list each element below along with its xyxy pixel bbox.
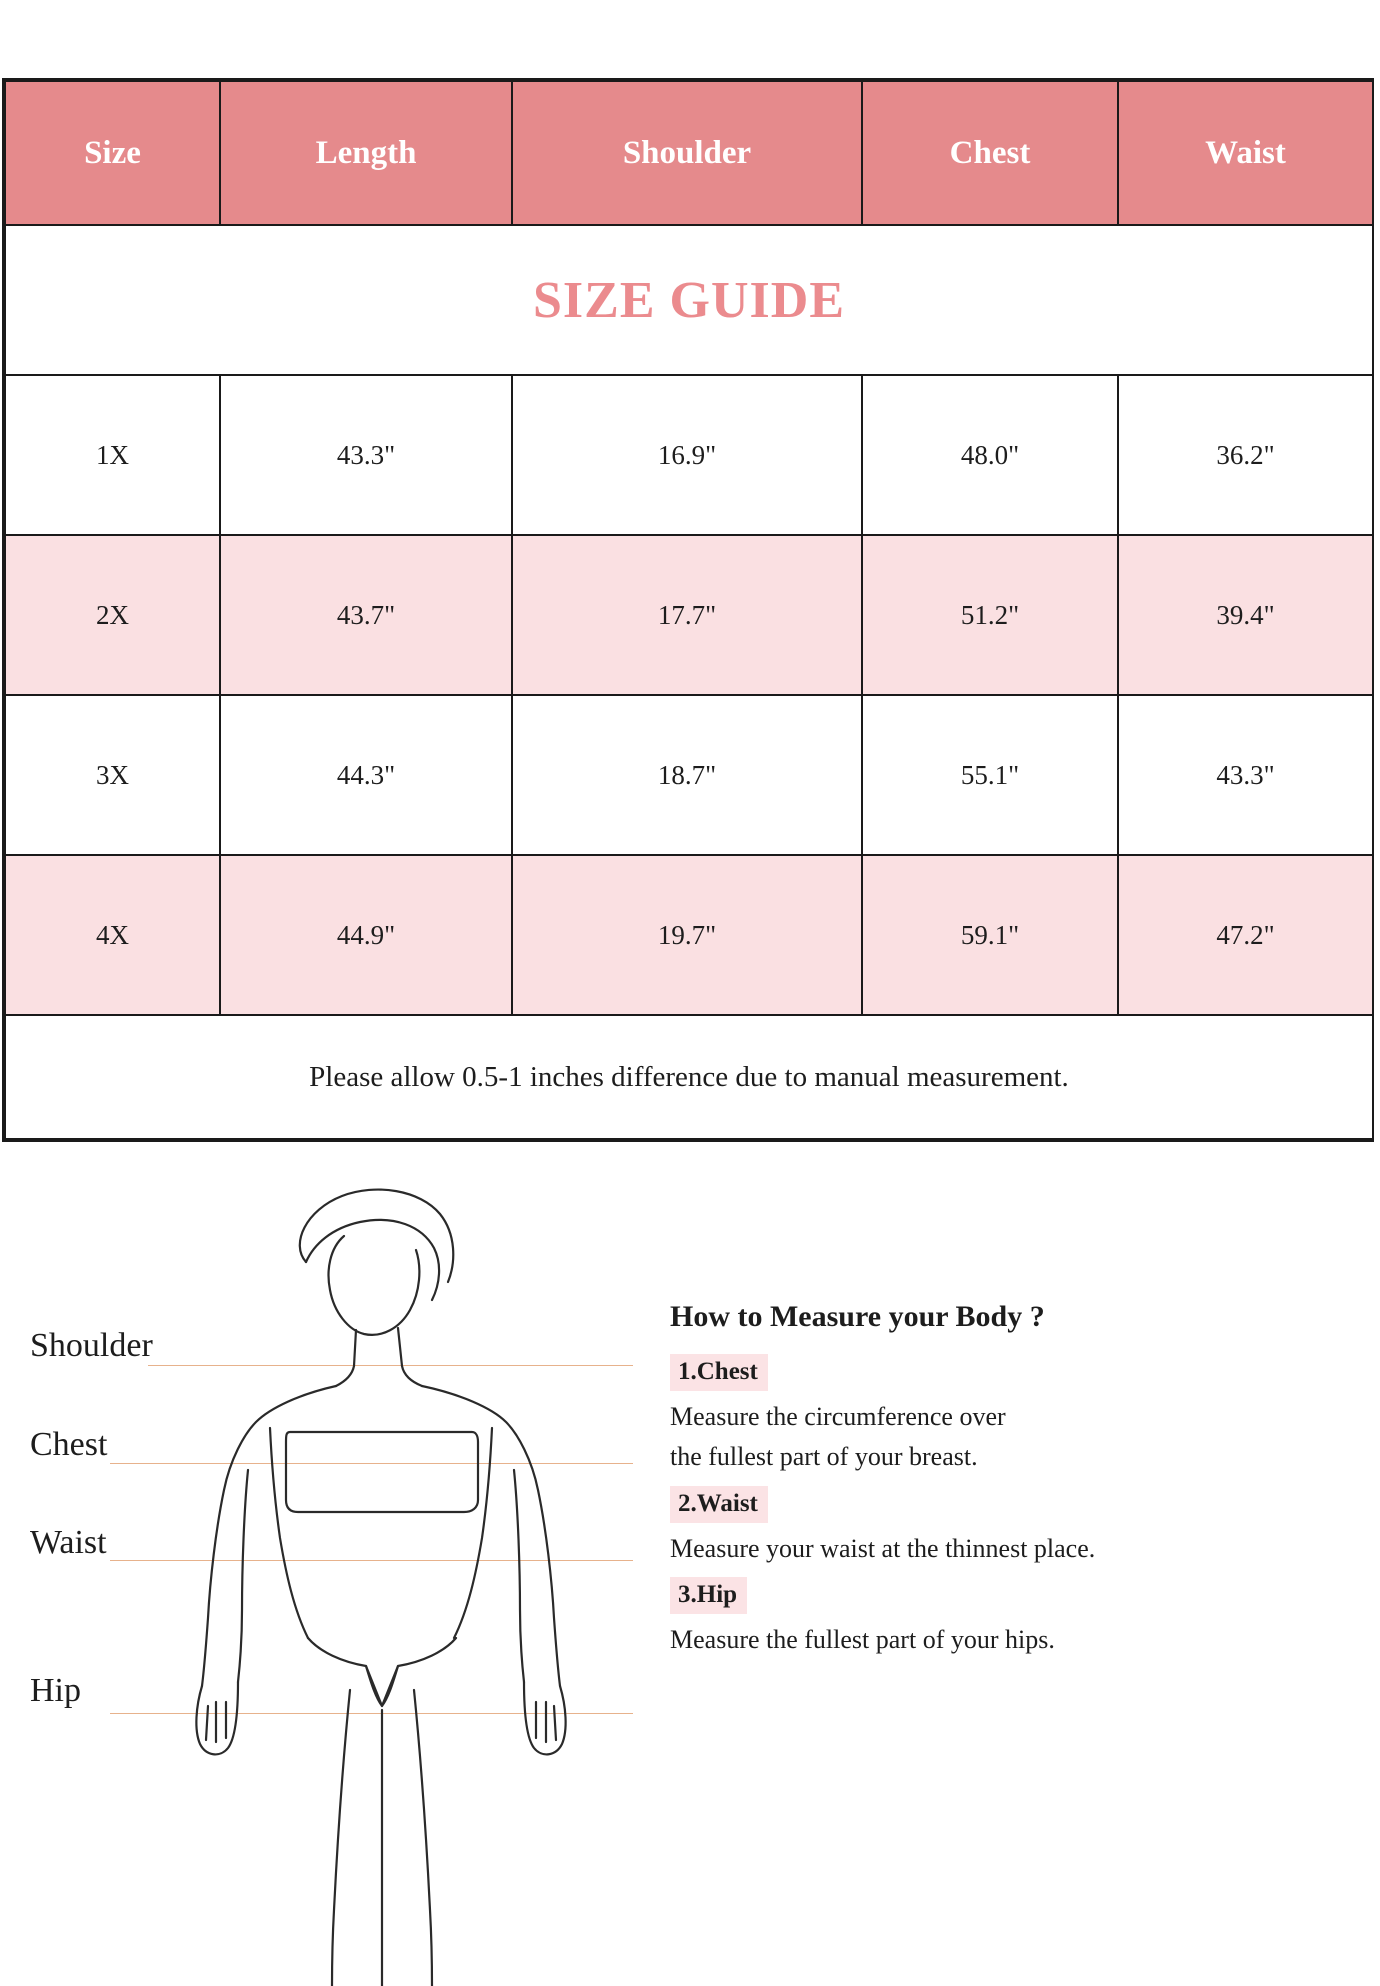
header-shoulder: Shoulder <box>512 81 862 225</box>
cell-length: 43.3" <box>220 375 512 535</box>
how-to-title: How to Measure your Body ? <box>670 1300 1045 1333</box>
table-title-row <box>5 225 1373 375</box>
cell-length: 44.9" <box>220 855 512 1015</box>
cell-size: 2X <box>5 535 220 695</box>
cell-chest: 51.2" <box>862 535 1118 695</box>
how-to-measure-panel <box>670 1300 1370 1660</box>
table-note-row <box>5 1015 1373 1139</box>
table-header-row <box>5 81 1373 225</box>
cell-waist: 43.3" <box>1118 695 1373 855</box>
size-table-container <box>2 78 1374 1142</box>
header-chest: Chest <box>862 81 1118 225</box>
cell-chest: 55.1" <box>862 695 1118 855</box>
cell-size: 3X <box>5 695 220 855</box>
size-table <box>4 80 1374 1140</box>
cell-size: 1X <box>5 375 220 535</box>
step-text-waist: Measure your waist at the thinnest place. <box>670 1533 1096 1563</box>
cell-waist: 47.2" <box>1118 855 1373 1015</box>
step-text-hip: Measure the fullest part of your hips. <box>670 1624 1055 1654</box>
step-text-chest-line1: Measure the circumference over <box>670 1402 1006 1431</box>
header-length: Length <box>220 81 512 225</box>
cell-shoulder: 18.7" <box>512 695 862 855</box>
table-row <box>5 535 1373 695</box>
header-size: Size <box>5 81 220 225</box>
measure-section <box>0 1170 1380 1986</box>
step-tag-chest: 1.Chest <box>670 1354 768 1391</box>
cell-waist: 36.2" <box>1118 375 1373 535</box>
cell-length: 44.3" <box>220 695 512 855</box>
table-row <box>5 855 1373 1015</box>
label-chest: Chest <box>30 1426 108 1463</box>
cell-waist: 39.4" <box>1118 535 1373 695</box>
label-shoulder: Shoulder <box>30 1327 153 1364</box>
table-row <box>5 375 1373 535</box>
cell-length: 43.7" <box>220 535 512 695</box>
step-tag-hip: 3.Hip <box>670 1577 747 1614</box>
label-hip: Hip <box>30 1672 81 1709</box>
body-illustration <box>120 1170 680 1986</box>
cell-chest: 48.0" <box>862 375 1118 535</box>
cell-shoulder: 17.7" <box>512 535 862 695</box>
header-waist: Waist <box>1118 81 1373 225</box>
cell-shoulder: 16.9" <box>512 375 862 535</box>
cell-chest: 59.1" <box>862 855 1118 1015</box>
table-row <box>5 695 1373 855</box>
measurement-note: Please allow 0.5-1 inches difference due to manual measurement. <box>5 1015 1373 1139</box>
step-text-chest-line2: the fullest part of your breast. <box>670 1442 978 1472</box>
title-cell <box>5 225 1373 375</box>
page-title: SIZE GUIDE <box>533 271 845 329</box>
cell-shoulder: 19.7" <box>512 855 862 1015</box>
cell-size: 4X <box>5 855 220 1015</box>
label-waist: Waist <box>30 1524 107 1561</box>
step-tag-waist: 2.Waist <box>670 1486 768 1523</box>
